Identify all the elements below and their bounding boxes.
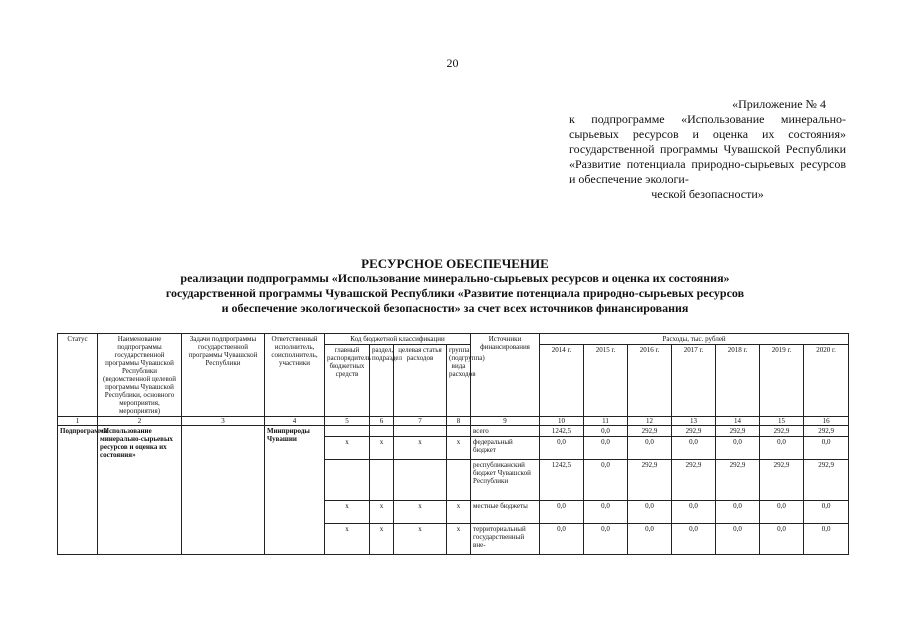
- value-cell: 0,0: [628, 437, 672, 460]
- header-name: Наименование подпрограммы государственной программы Чувашской Республики (ведомственной целевой программы Чувашской Республики, основного мероприятия, мероприятия): [98, 334, 182, 417]
- column-number: 16: [804, 417, 849, 426]
- column-number: 10: [540, 417, 584, 426]
- column-number: 13: [672, 417, 716, 426]
- value-cell: 0,0: [804, 524, 849, 555]
- column-number-row: [58, 417, 849, 426]
- row-subprogram-name: «Использование минерально-сырьевых ресурсов и оценка их состояния»: [98, 426, 182, 555]
- column-number: 14: [716, 417, 760, 426]
- value-cell: 292,9: [760, 460, 804, 501]
- row-status: Подпрограмма: [58, 426, 98, 555]
- code-group: x: [447, 437, 471, 460]
- source-label: территориальный государственный вне-: [471, 524, 540, 555]
- resource-table: [57, 333, 849, 555]
- value-cell: 0,0: [804, 437, 849, 460]
- value-cell: 0,0: [672, 524, 716, 555]
- title-main: РЕСУРСНОЕ ОБЕСПЕЧЕНИЕ: [361, 256, 549, 271]
- column-number: 4: [265, 417, 325, 426]
- title-line-3: государственной программы Чувашской Республики «Развитие потенциала природно-сырьевых ресурсов: [165, 286, 745, 300]
- header-section: раздел, подраздел: [370, 345, 394, 417]
- code-manager: x: [325, 437, 370, 460]
- value-cell: 292,9: [628, 460, 672, 501]
- code-group: [447, 460, 471, 501]
- header-year: 2020 г.: [804, 345, 849, 417]
- value-cell: 0,0: [540, 524, 584, 555]
- value-cell: 292,9: [804, 460, 849, 501]
- code-manager: x: [325, 501, 370, 524]
- column-number: 9: [471, 417, 540, 426]
- code-section: x: [370, 437, 394, 460]
- value-cell: 0,0: [716, 437, 760, 460]
- header-expenses: Расходы, тыс. рублей: [540, 334, 849, 345]
- header-year: 2019 г.: [760, 345, 804, 417]
- page-number: 20: [446, 56, 459, 70]
- value-cell: 292,9: [672, 426, 716, 437]
- header-sources: Источники финансирования: [471, 334, 540, 417]
- value-cell: 292,9: [628, 426, 672, 437]
- code-target: x: [394, 437, 447, 460]
- code-section: x: [370, 501, 394, 524]
- header-tasks: Задачи подпрограммы государственной программы Чувашской Республики: [182, 334, 265, 417]
- value-cell: 0,0: [540, 437, 584, 460]
- row-tasks: [182, 426, 265, 555]
- header-year: 2017 г.: [672, 345, 716, 417]
- column-number: 12: [628, 417, 672, 426]
- table-row: [58, 426, 849, 437]
- title-line-4: и обеспечение экологической безопасности» за счет всех источников финансирования: [221, 301, 689, 315]
- column-number: 6: [370, 417, 394, 426]
- value-cell: 0,0: [584, 524, 628, 555]
- code-manager: x: [325, 524, 370, 555]
- column-number: 11: [584, 417, 628, 426]
- header-status: Статус: [58, 334, 98, 417]
- value-cell: 0,0: [672, 437, 716, 460]
- value-cell: 1242,5: [540, 460, 584, 501]
- code-group: [447, 426, 471, 437]
- column-number: 3: [182, 417, 265, 426]
- code-group: x: [447, 524, 471, 555]
- value-cell: 0,0: [760, 524, 804, 555]
- source-label: всего: [471, 426, 540, 437]
- value-cell: 292,9: [672, 460, 716, 501]
- code-target: x: [394, 501, 447, 524]
- column-number: 2: [98, 417, 182, 426]
- code-group: x: [447, 501, 471, 524]
- column-number: 5: [325, 417, 370, 426]
- column-number: 8: [447, 417, 471, 426]
- code-target: [394, 460, 447, 501]
- row-responsible: Минприроды Чувашии: [265, 426, 325, 555]
- header-group: группа (подгруппа) вида расходов: [447, 345, 471, 417]
- value-cell: 0,0: [716, 501, 760, 524]
- value-cell: 0,0: [584, 437, 628, 460]
- value-cell: 0,0: [628, 524, 672, 555]
- appendix-body: к подпрограмме «Использование минерально-сырьевых ресурсов и оценка их состояния» государственной программы Чувашской Республики «Развитие потенциала природно-сырьевых ресурсов и обеспечение экологи-: [569, 112, 846, 186]
- value-cell: 0,0: [584, 460, 628, 501]
- value-cell: 0,0: [584, 426, 628, 437]
- code-section: [370, 460, 394, 501]
- title-line-2: реализации подпрограммы «Использование минерально-сырьевых ресурсов и оценка их состояния»: [180, 271, 730, 285]
- header-year: 2016 г.: [628, 345, 672, 417]
- header-responsible: Ответственный исполнитель, соисполнитель, участники: [265, 334, 325, 417]
- appendix-note: [569, 97, 846, 202]
- source-label: республиканский бюджет Чувашской Республики: [471, 460, 540, 501]
- column-number: 1: [58, 417, 98, 426]
- code-manager: [325, 426, 370, 437]
- document-title: [100, 256, 810, 316]
- value-cell: 0,0: [672, 501, 716, 524]
- resource-table-container: [57, 333, 844, 633]
- value-cell: 1242,5: [540, 426, 584, 437]
- value-cell: 0,0: [760, 501, 804, 524]
- value-cell: 0,0: [716, 524, 760, 555]
- column-number: 15: [760, 417, 804, 426]
- value-cell: 0,0: [540, 501, 584, 524]
- value-cell: 0,0: [628, 501, 672, 524]
- column-number: 7: [394, 417, 447, 426]
- header-target: целевая статья расходов: [394, 345, 447, 417]
- appendix-title: «Приложение № 4: [732, 97, 826, 111]
- value-cell: 0,0: [760, 437, 804, 460]
- appendix-last-line: ческой безопасности»: [651, 187, 764, 201]
- code-section: x: [370, 524, 394, 555]
- value-cell: 292,9: [716, 460, 760, 501]
- table-header-row-1: [58, 334, 849, 345]
- source-label: местные бюджеты: [471, 501, 540, 524]
- value-cell: 0,0: [584, 501, 628, 524]
- value-cell: 292,9: [804, 426, 849, 437]
- code-manager: [325, 460, 370, 501]
- source-label: федеральный бюджет: [471, 437, 540, 460]
- header-budget-code: Код бюджетной классификации: [325, 334, 471, 345]
- code-section: [370, 426, 394, 437]
- header-manager: главный распорядитель бюджетных средств: [325, 345, 370, 417]
- code-target: x: [394, 524, 447, 555]
- value-cell: 0,0: [804, 501, 849, 524]
- value-cell: 292,9: [760, 426, 804, 437]
- header-year: 2014 г.: [540, 345, 584, 417]
- value-cell: 292,9: [716, 426, 760, 437]
- header-year: 2015 г.: [584, 345, 628, 417]
- header-year: 2018 г.: [716, 345, 760, 417]
- code-target: [394, 426, 447, 437]
